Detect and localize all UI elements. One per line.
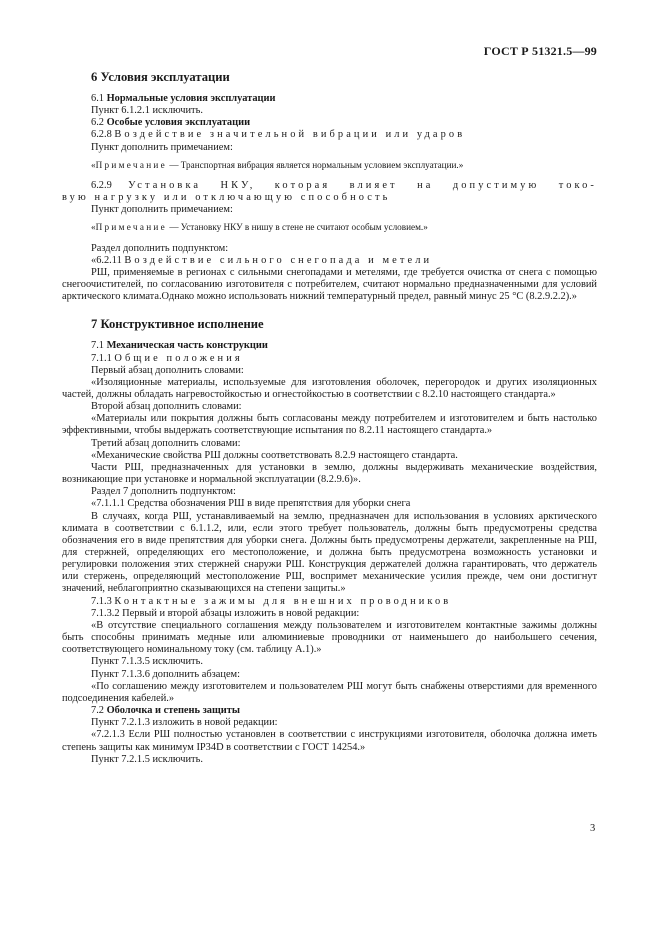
clause-6-2-9-number: 6.2.9 bbox=[91, 179, 129, 191]
clause-7-1-3-number: 7.1.3 bbox=[91, 595, 115, 607]
note-label: Примечание bbox=[95, 222, 168, 233]
note-label: Примечание bbox=[95, 159, 168, 170]
paragraph-1-text: «Изоляционные материалы, используемые для изготовления оболочек, перегородок и других изоляционных частей, должны обладать нагревостойкостью и огнестойкостью в соответствии с 8.2.10 настоящего стандарта.» bbox=[62, 376, 597, 400]
note-text: — Транспортная вибрация является нормальным условием эксплуатации.» bbox=[167, 159, 464, 170]
clause-6-2-8-title: Воздействие значительной вибрации или ударов bbox=[114, 129, 466, 141]
clause-7-2-1-3-text: «7.2.1.3 Если РШ полностью установлен в соответствии с инструкциями изготовителя, оболочка должна иметь степень защиты как минимум IP34D в соответствии с ГОСТ 14254.» bbox=[62, 729, 597, 753]
section-6-title: 6 Условия эксплуатации bbox=[91, 70, 230, 84]
clause-7-1-3-2-heading: 7.1.3.2 Первый и второй абзацы изложить в новой редакции: bbox=[91, 607, 360, 619]
clause-6-2-9-title-line1: Установка НКУ, которая влияет на допустимую токо- bbox=[128, 179, 597, 191]
clause-7-1-1-1-text: В случаях, когда РШ, устанавливаемый на землю, предназначен для использования в условиях арктического климата в соответствии с 6.1.1.2, или, если этого требует пользователь, должны быть предусмотрены средства обозначения его в виде препятствия для уборки снега. Должны быть предусмотрены держатели, закрепленные на РШ, для стержней, определяющих его местоположение, и должна быть предусмотрена возможность установки и регулировки положения этих стержней снаружи РШ. Конструкция держателей должна гарантировать, что держатель или стержень, определяющий местоположение РШ, воспримет механические усилия прежде, чем они достигнут значений, неблагоприятно сказывающихся на степени защиты.» bbox=[62, 510, 597, 595]
paragraph-2-text: «Материалы или покрытия должны быть согласованы между потребителем и изготовителем и быть настолько эффективными, чтобы выдержать соответствующие испытания по 8.2.11 настоящего стандарта.» bbox=[62, 413, 597, 437]
page-number: 3 bbox=[590, 823, 596, 834]
clause-7-1-1-number: 7.1.1 bbox=[91, 352, 115, 364]
clause-6-2-9-title-line2: вую нагрузку или отключающую способность bbox=[62, 192, 391, 204]
clause-6-2-9-text: Пункт дополнить примечанием: bbox=[91, 204, 233, 216]
add-subclause-text: Раздел дополнить подпунктом: bbox=[91, 242, 229, 254]
clause-7-1-3-2-text: «В отсутствие специального соглашения между пользователем и изготовителем контактные зажимы должны быть способны принимать медные или алюминиевые проводники от наименьшего до наибольшего сечения, соответствующего номинальному току (см. таблицу А.1).» bbox=[62, 619, 597, 656]
clause-6-2-8-heading bbox=[91, 129, 597, 141]
paragraph-3-intro: Третий абзац дополнить словами: bbox=[91, 437, 241, 449]
clause-7-1-3-6-intro: Пункт 7.1.3.6 дополнить абзацем: bbox=[91, 668, 241, 680]
clause-7-1-number: 7.1 bbox=[91, 340, 107, 352]
clause-7-2-heading bbox=[91, 705, 597, 717]
clause-6-2-8-number: 6.2.8 bbox=[91, 129, 115, 141]
clause-6-2-title: Особые условия эксплуатации bbox=[106, 117, 251, 129]
document-header-id: ГОСТ Р 51321.5—99 bbox=[483, 44, 597, 58]
clause-6-2-9-note: «Примечание — Установку НКУ в нишу в стене не считают особым условием.» bbox=[91, 222, 428, 233]
clause-6-2-heading bbox=[91, 117, 597, 129]
clause-7-1-3-5-text: Пункт 7.1.3.5 исключить. bbox=[91, 656, 203, 668]
add-section-7-subclause: Раздел 7 дополнить подпунктом: bbox=[91, 486, 236, 498]
clause-7-1-3-title: Контактные зажимы для внешних проводников bbox=[114, 595, 452, 607]
clause-7-1-1-title: Общие положения bbox=[114, 352, 243, 364]
clause-6-1-number: 6.1 bbox=[91, 93, 107, 104]
clause-7-1-1-heading bbox=[91, 353, 597, 365]
clause-6-1-text: Пункт 6.1.2.1 исключить. bbox=[91, 105, 203, 117]
clause-7-2-1-3-intro: Пункт 7.2.1.3 изложить в новой редакции: bbox=[91, 717, 278, 729]
clause-6-2-8-text: Пункт дополнить примечанием: bbox=[91, 141, 233, 153]
paragraph-3-text-b: Части РШ, предназначенных для установки в землю, должны выдерживать механические воздействия, возникающие при установке и нормальной эксплуатации (8.2.9.6)». bbox=[62, 461, 597, 486]
clause-6-1-title: Нормальные условия эксплуатации bbox=[106, 93, 276, 104]
clause-7-1-3-6-text: «По соглашению между изготовителем и пользователем РШ могут быть снабжены отверстиями для временного подсоединения кабелей.» bbox=[62, 680, 597, 704]
page-content bbox=[62, 70, 597, 766]
paragraph-3-text-a: «Механические свойства РШ должны соответствовать 8.2.9 настоящего стандарта. bbox=[91, 449, 458, 461]
paragraph-2-intro: Второй абзац дополнить словами: bbox=[91, 401, 242, 413]
clause-6-2-9-heading bbox=[62, 180, 597, 192]
clause-6-2-11-title: Воздействие сильного снегопада и метели bbox=[124, 254, 433, 266]
clause-6-2-8-note: «Примечание — Транспортная вибрация является нормальным условием эксплуатации.» bbox=[91, 159, 464, 170]
clause-6-2-11-text: РШ, применяемые в регионах с сильными снегопадами и метелями, где требуется очистка от снега с помощью снегоочистителей, по согласованию изготовителя с потребителем, считают нормально предназначенными для условий арктического климата.Однако можно использовать нижний температурный предел, равный минус 25 °С (8.2.9.2.2).» bbox=[62, 266, 597, 303]
section-7-title: 7 Конструктивное исполнение bbox=[91, 317, 264, 332]
clause-7-2-1-5-text: Пункт 7.2.1.5 исключить. bbox=[91, 753, 203, 765]
note-text: — Установку НКУ в нишу в стене не считают особым условием.» bbox=[167, 222, 428, 233]
paragraph-1-intro: Первый абзац дополнить словами: bbox=[91, 364, 244, 376]
clause-7-1-1-1-heading: «7.1.1.1 Средства обозначения РШ в виде препятствия для уборки снега bbox=[91, 498, 411, 510]
clause-6-1-heading bbox=[91, 93, 597, 105]
clause-7-2-title: Оболочка и степень защиты bbox=[106, 705, 240, 717]
clause-6-2-11-heading bbox=[91, 255, 597, 267]
clause-7-1-title: Механическая часть конструкции bbox=[106, 340, 268, 352]
clause-7-1-3-heading bbox=[91, 596, 597, 608]
clause-7-1-heading bbox=[91, 340, 597, 352]
clause-6-2-11-number: «6.2.11 bbox=[91, 254, 125, 266]
clause-7-2-number: 7.2 bbox=[91, 705, 107, 717]
clause-6-2-number: 6.2 bbox=[91, 117, 107, 129]
